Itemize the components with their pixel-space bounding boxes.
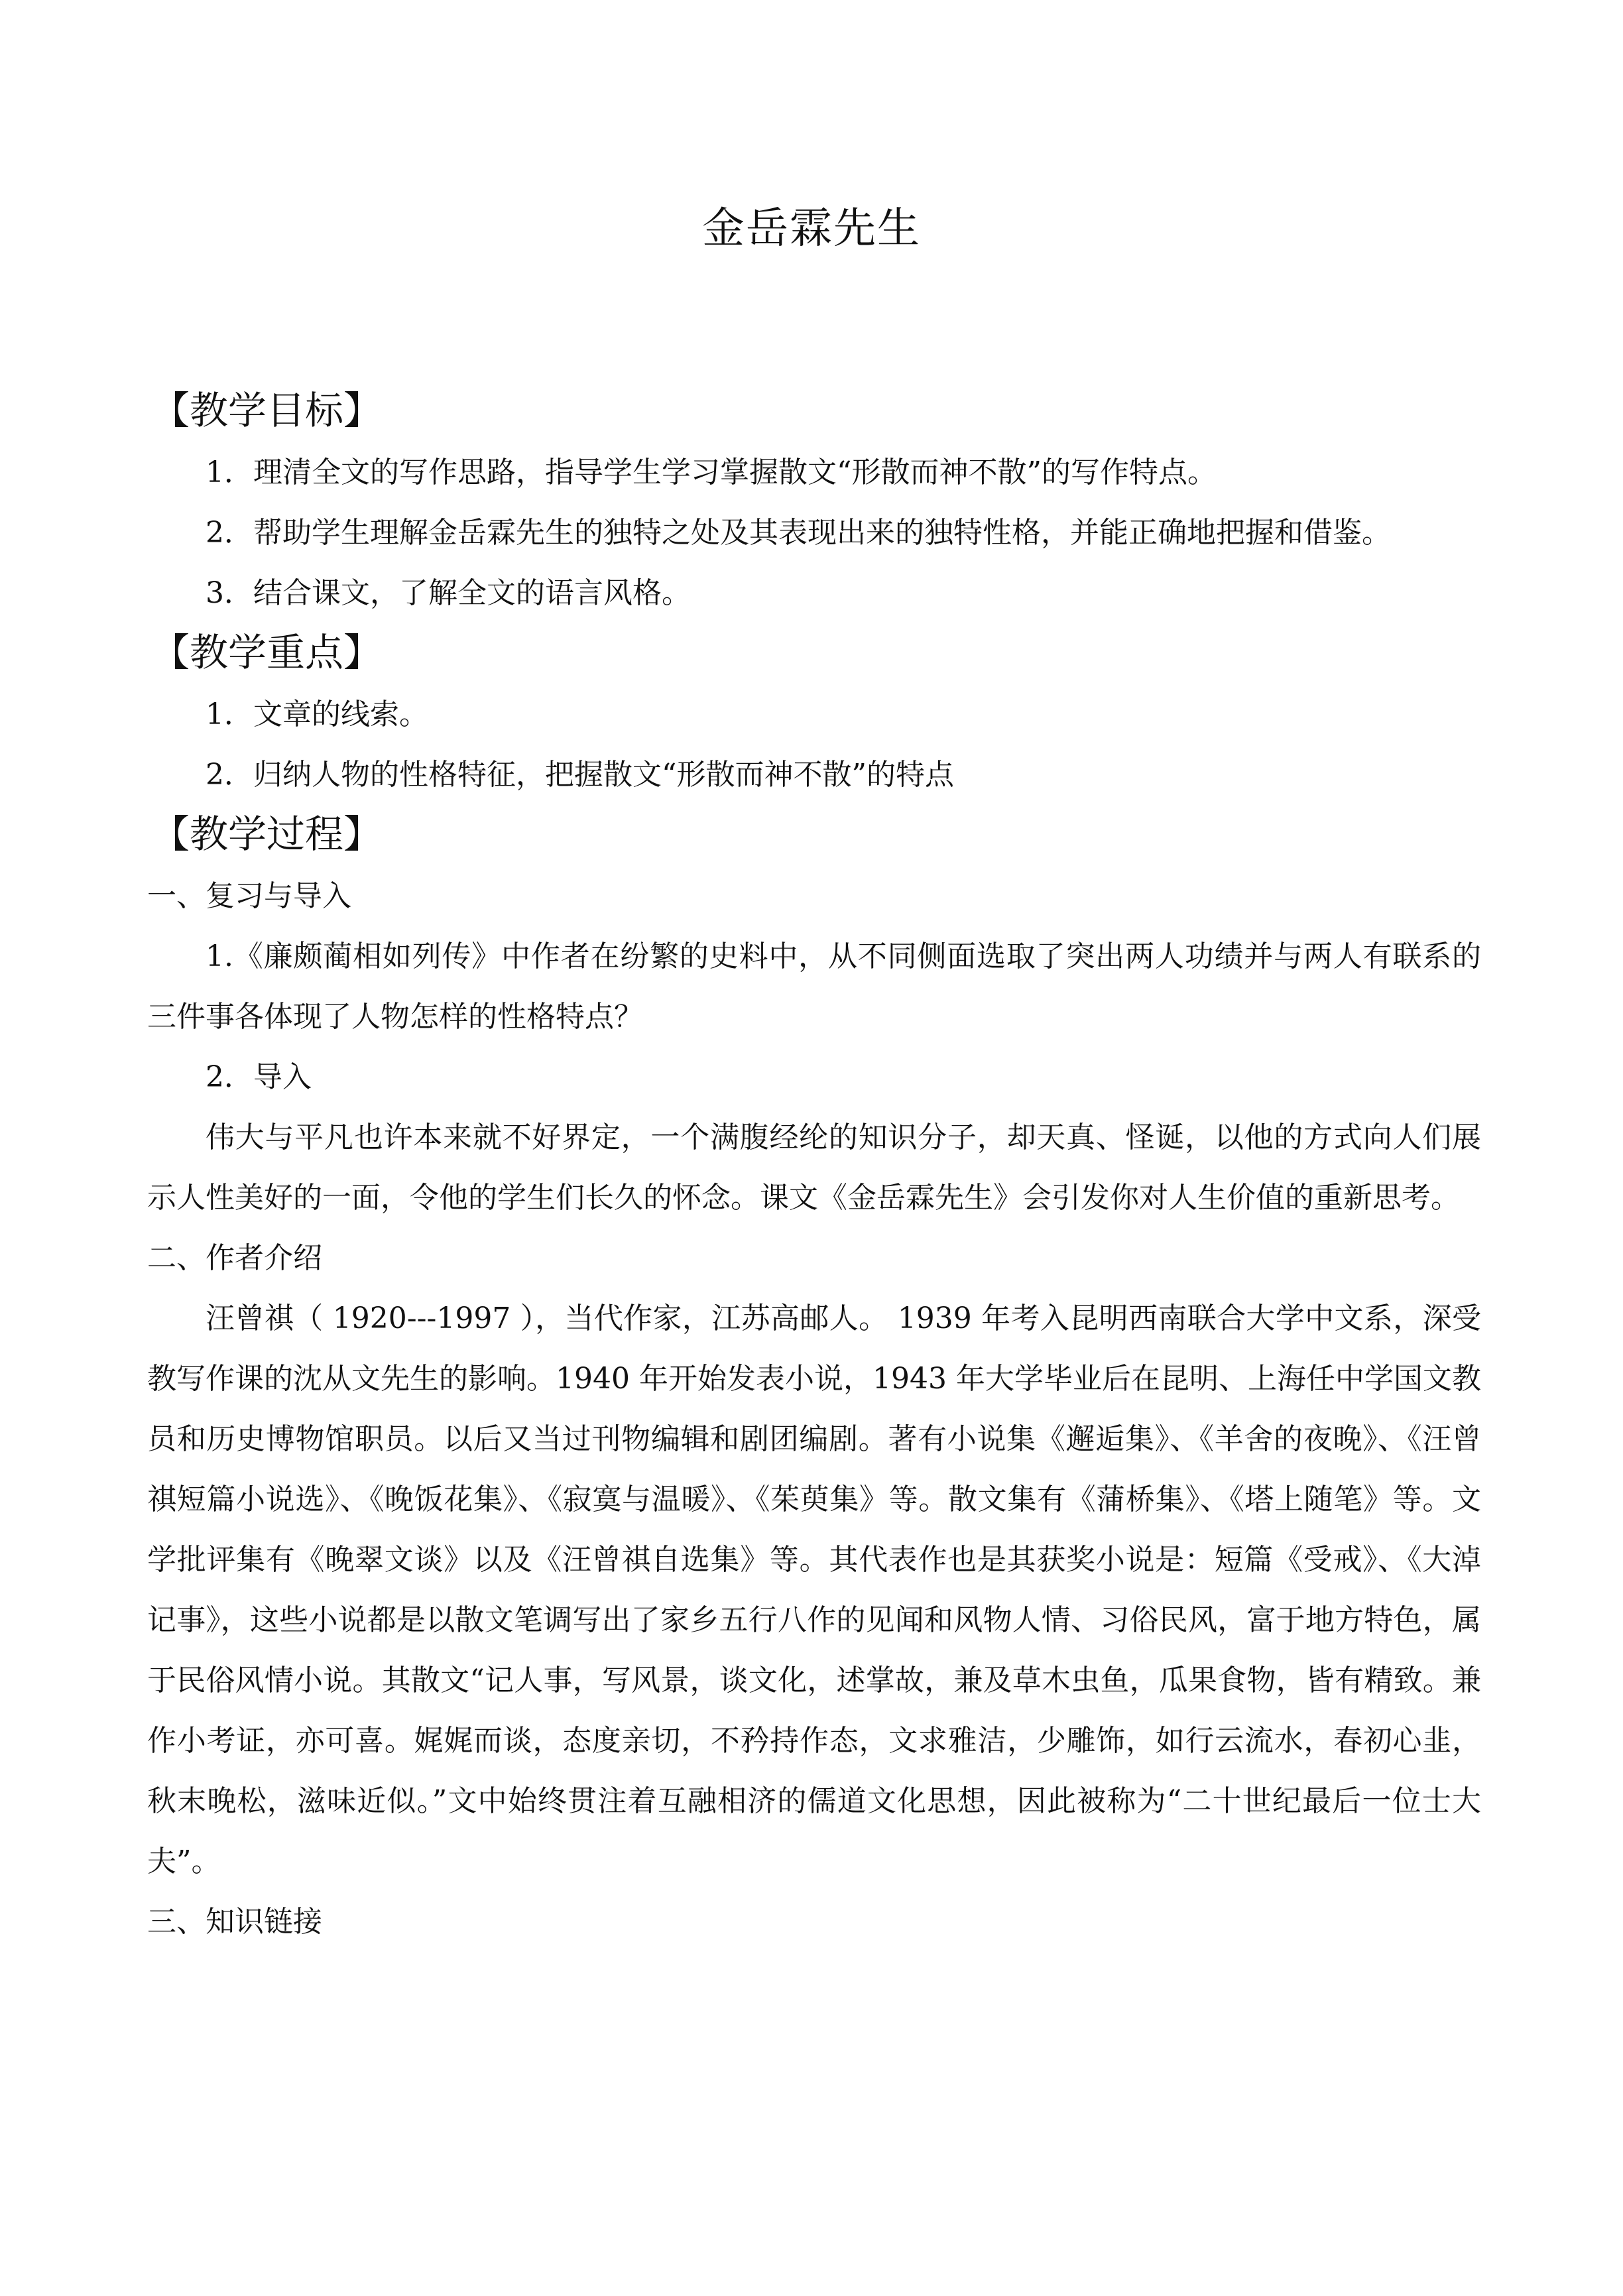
- key-point-item-1: 1．文章的线索。: [206, 697, 428, 731]
- intro-label: 2．导入: [206, 1060, 312, 1094]
- review-question: 1.《廉颇蔺相如列传》中作者在纷繁的史料中，从不同侧面选取了突出两人功绩并与两人有联系的三件事各体现了人物怎样的性格特点？: [147, 939, 1481, 1034]
- key-point-item-2: 2．归纳人物的性格特征，把握散文“形散而神不散”的特点: [206, 758, 954, 792]
- goal-item-3: 3．结合课文，了解全文的语言风格。: [206, 576, 691, 610]
- part-knowledge-heading: 三、知识链接: [147, 1905, 322, 1939]
- goal-item-2: 2．帮助学生理解金岳霖先生的独特之处及其表现出来的独特性格，并能正确地把握和借鉴。: [206, 516, 1391, 550]
- key-points-heading: 【教学重点】: [151, 630, 383, 675]
- teaching-process-heading: 【教学过程】: [151, 812, 383, 857]
- teaching-goals-heading: 【教学目标】: [151, 388, 383, 433]
- intro-paragraph: 伟大与平凡也许本来就不好界定，一个满腹经纶的知识分子，却天真、怪诞，以他的方式向人们展示人性美好的一面，令他的学生们长久的怀念。课文《金岳霖先生》会引发你对人生价值的重新思考。: [147, 1120, 1481, 1215]
- part-author-heading: 二、作者介绍: [147, 1241, 322, 1275]
- goal-item-1: 1．理清全文的写作思路，指导学生学习掌握散文“形散而神不散”的写作特点。: [206, 455, 1217, 489]
- document-title: 金岳霖先生: [702, 204, 921, 253]
- document-body: [147, 381, 1481, 1952]
- author-paragraph: 汪曾祺（ 1920---1997 ），当代作家，江苏高邮人。 1939 年考入昆明西南联合大学中文系，深受教写作课的沈从文先生的影响。1940 年开始发表小说，1943 年大学毕业后在昆明、上海任中学国文教员和历史博物馆职员。以后又当过刊物编辑和剧团编剧。著有小说集《邂逅集》、《羊舍的夜晚》、《汪曾祺短篇小说选》、《晚饭花集》、《寂寞与温暖》、《茱萸集》等。散文集有《蒲桥集》、《塔上随笔》等。文学批评集有《晚翠文谈》以及《汪曾祺自选集》等。其代表作也是其获奖小说是：短篇《受戒》、《大淖记事》，这些小说都是以散文笔调写出了家乡五行八作的见闻和风物人情、习俗民风，富于地方特色，属于民俗风情小说。其散文“记人事，写风景，谈文化，述掌故，兼及草木虫鱼，瓜果食物，皆有精致。兼作小考证，亦可喜。娓娓而谈，态度亲切，不矜持作态，文求雅洁，少雕饰，如行云流水，春初心韭，秋末晚松，滋味近似。”文中始终贯注着互融相济的儒道文化思想，因此被称为“二十世纪最后一位士大夫”。: [147, 1301, 1481, 1878]
- part-review-intro-heading: 一、复习与导入: [147, 879, 351, 913]
